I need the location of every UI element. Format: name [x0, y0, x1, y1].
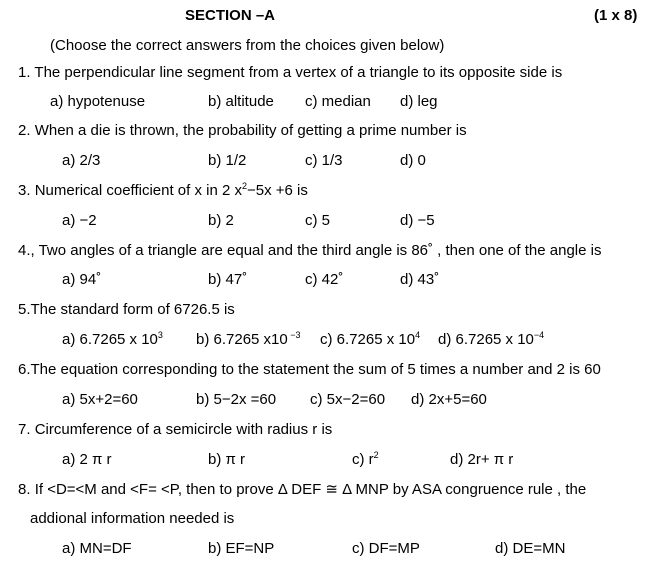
q2-option-d[interactable]: d) 0 — [400, 152, 426, 169]
q7-option-b[interactable]: b) π r — [208, 451, 246, 468]
question-number: 1. — [18, 64, 31, 81]
q4-option-b[interactable]: b) 47˚ — [208, 271, 248, 288]
q6-option-c[interactable]: c) 5x−2=60 — [310, 391, 386, 408]
question-number: 5. — [18, 301, 31, 318]
q1-option-d[interactable]: d) leg — [400, 93, 438, 110]
exponent: 3 — [157, 330, 163, 340]
q5-option-a[interactable] — [62, 330, 163, 350]
question-text: Circumference of a semicircle with radius r is — [34, 421, 333, 438]
marks-label: (1 x 8) — [594, 7, 638, 24]
option-base: a) 6.7265 x 10 — [62, 331, 158, 348]
q4-option-c[interactable]: c) 42˚ — [305, 271, 344, 288]
question-number: 2. — [18, 122, 31, 139]
question-3 — [18, 181, 308, 201]
q3-option-c[interactable]: c) 5 — [305, 212, 331, 229]
question-text: When a die is thrown, the probability of getting a prime number is — [34, 122, 467, 139]
question-text: Numerical coefficient of x in 2 x — [34, 182, 242, 199]
question-7 — [18, 420, 332, 440]
question-number: 4. — [18, 242, 31, 259]
q3-option-a[interactable]: a) −2 — [62, 212, 97, 229]
q6-option-a[interactable]: a) 5x+2=60 — [62, 391, 138, 408]
q1-option-c[interactable]: c) median — [305, 93, 371, 110]
option-base: c) 6.7265 x 10 — [320, 331, 416, 348]
question-8 — [18, 480, 586, 500]
question-text: The perpendicular line segment from a vertex of a triangle to its opposite side is — [34, 64, 563, 81]
option-base: d) 6.7265 x 10 — [438, 331, 534, 348]
q5-option-c[interactable] — [320, 330, 420, 350]
exponent: −4 — [533, 330, 545, 340]
option-base: b) 6.7265 x10 — [196, 331, 288, 348]
option-base: c) r — [352, 451, 374, 468]
q4-option-d[interactable]: d) 43˚ — [400, 271, 440, 288]
q4-option-a[interactable]: a) 94˚ — [62, 271, 102, 288]
q7-option-d[interactable]: d) 2r+ π r — [450, 451, 514, 468]
question-number: 3. — [18, 182, 31, 199]
question-number: 8. — [18, 481, 31, 498]
exponent: 2 — [242, 181, 248, 191]
q1-option-a[interactable]: a) hypotenuse — [50, 93, 146, 110]
q5-option-b[interactable] — [196, 330, 301, 350]
q7-option-a[interactable]: a) 2 π r — [62, 451, 112, 468]
instruction-text: (Choose the correct answers from the choices given below) — [50, 37, 445, 54]
question-2 — [18, 121, 467, 141]
question-text: , Two angles of a triangle are equal and the third angle is 86˚ , then one of the angle is — [30, 242, 602, 259]
question-text: The equation corresponding to the statement the sum of 5 times a number and 2 is 60 — [30, 361, 601, 378]
question-1 — [18, 63, 562, 83]
question-8-line-2: addional information needed is — [30, 510, 235, 527]
exponent: −3 — [287, 330, 301, 340]
q6-option-d[interactable]: d) 2x+5=60 — [411, 391, 487, 408]
q7-option-c[interactable] — [352, 450, 379, 470]
question-5 — [18, 300, 235, 320]
q2-option-a[interactable]: a) 2/3 — [62, 152, 101, 169]
q8-option-a[interactable]: a) MN=DF — [62, 540, 132, 557]
question-4 — [18, 241, 601, 261]
question-text-continued: −5x +6 is — [247, 182, 308, 199]
q2-option-b[interactable]: b) 1/2 — [208, 152, 247, 169]
q2-option-c[interactable]: c) 1/3 — [305, 152, 343, 169]
q8-option-b[interactable]: b) EF=NP — [208, 540, 275, 557]
question-text: If <D=<M and <F= <P, then to prove Δ DEF ≅ Δ MNP by ASA congruence rule , the — [34, 481, 587, 498]
q3-option-b[interactable]: b) 2 — [208, 212, 234, 229]
question-number: 6. — [18, 361, 31, 378]
q6-option-b[interactable]: b) 5−2x =60 — [196, 391, 277, 408]
question-text: The standard form of 6726.5 is — [30, 301, 235, 318]
q8-option-c[interactable]: c) DF=MP — [352, 540, 420, 557]
exponent: 2 — [373, 450, 379, 460]
question-6 — [18, 360, 601, 380]
q5-option-d[interactable] — [438, 330, 544, 350]
q8-option-d[interactable]: d) DE=MN — [495, 540, 566, 557]
q3-option-d[interactable]: d) −5 — [400, 212, 435, 229]
q1-option-b[interactable]: b) altitude — [208, 93, 274, 110]
exponent: 4 — [415, 330, 421, 340]
section-title: SECTION –A — [185, 7, 276, 24]
question-number: 7. — [18, 421, 31, 438]
